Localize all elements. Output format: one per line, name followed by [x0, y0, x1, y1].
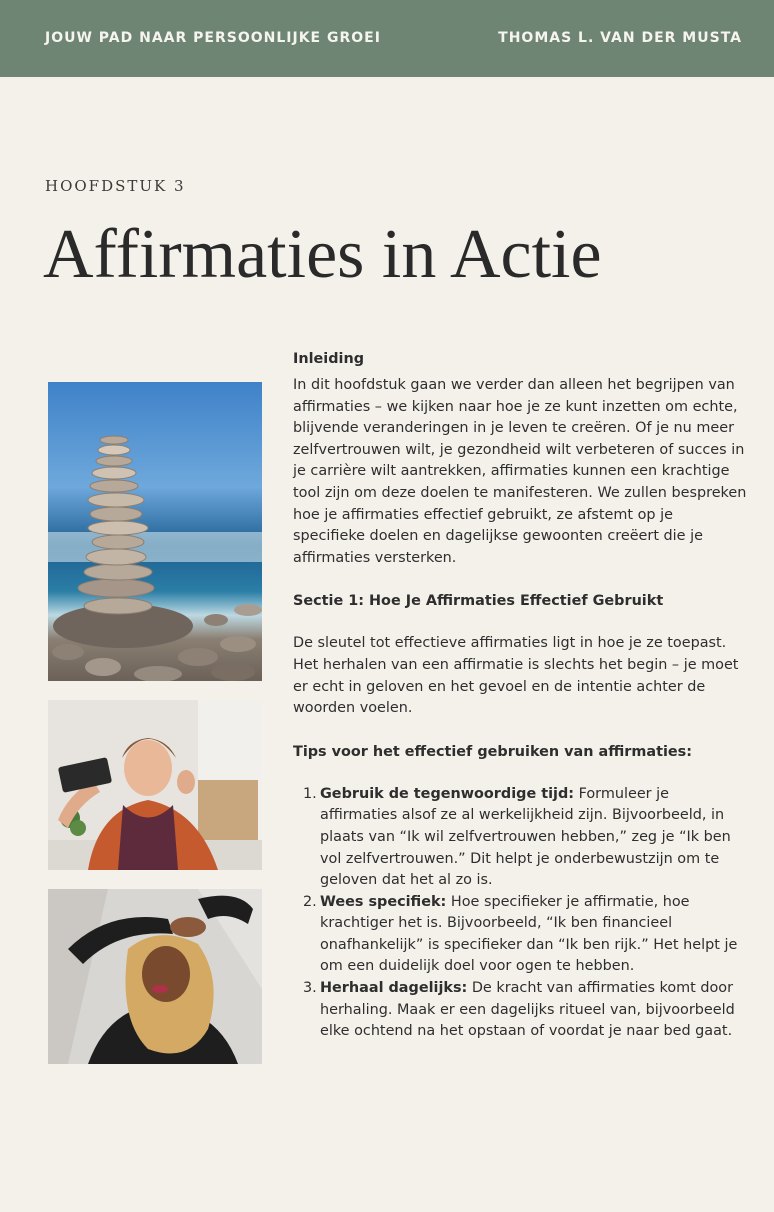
tips-list [293, 784, 749, 1043]
header-bar [0, 0, 774, 77]
tip-title: Wees specifiek: [320, 893, 447, 910]
section-1-heading: Sectie 1: Hoe Je Affirmaties Effectief Gebruikt [293, 593, 664, 610]
woman-headscarf-photo [48, 889, 262, 1064]
page-title: Affirmaties in Actie [43, 216, 602, 293]
tip-title: Gebruik de tegenwoordige tijd: [320, 785, 575, 802]
chapter-label: HOOFDSTUK 3 [45, 177, 186, 195]
chapter-body [293, 348, 749, 1043]
book-title: JOUW PAD NAAR PERSOONLIJKE GROEI [45, 30, 381, 46]
tip-title: Herhaal dagelijks: [320, 980, 468, 997]
intro-paragraph: In dit hoofdstuk gaan we verder dan alleen het begrijpen van affirmaties – we kijken naar hoe je ze kunt inzetten om echte, blijvende veranderingen in je leven te creëren. Of je nu meer zelfvertrouwen wilt, je gezondheid wilt verbeteren of succes in je carrière wilt aantrekken, affirmaties kunnen een krachtige tool zijn om deze doelen te manifesteren. We zullen bespreken hoe je affirmaties effectief gebruikt, ze afstemt op je specifieke doelen en dagelijkse gewoonten creëert die je affirmaties versterken. [293, 377, 747, 566]
list-item [320, 784, 749, 892]
list-item [320, 978, 749, 1043]
section-1-paragraph: De sleutel tot effectieve affirmaties ligt in hoe je ze toepast. Het herhalen van een affirmatie is slechts het begin – je moet er echt in geloven en het gevoel en de intentie achter de woorden voelen. [293, 635, 739, 717]
tip-text: Hoe specifieker je affirmatie, hoe krachtiger het is. Bijvoorbeeld, “Ik ben financieel onafhankelijk” is specifieker dan “Ik ben rijk.” Het helpt je om een duidelijk doel voor ogen te hebben. [320, 893, 738, 975]
author-name: THOMAS L. VAN DER MUSTA [498, 30, 742, 46]
list-item [320, 892, 749, 978]
tips-heading: Tips voor het effectief gebruiken van affirmaties: [293, 743, 692, 760]
tip-text: De kracht van affirmaties komt door herhaling. Maak er een dagelijks ritueel van, bijvoorbeeld elke ochtend na het opstaan of voordat je naar bed gaat. [320, 980, 735, 1040]
tip-text: Formuleer je affirmaties alsof ze al werkelijkheid zijn. Bijvoorbeeld, in plaats van “Ik wil zelfvertrouwen hebben,” zeg je “Ik ben vol zelfvertrouwen.” Dit helpt je onderbewustzijn om te geloven dat het al zo is. [320, 785, 731, 889]
stacked-stones-photo [48, 382, 262, 681]
selfie-girl-photo [48, 700, 262, 870]
intro-heading: Inleiding [293, 351, 365, 367]
